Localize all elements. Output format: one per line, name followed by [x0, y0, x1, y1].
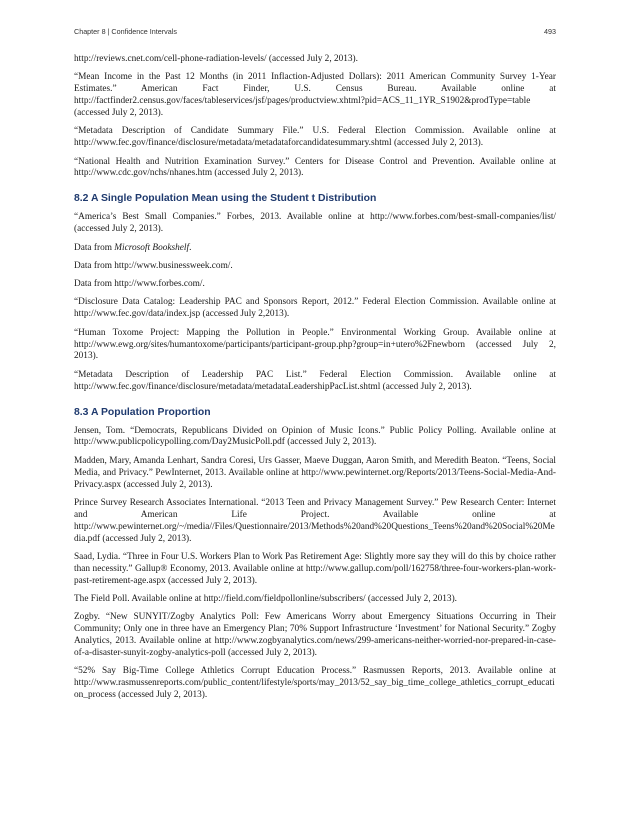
reference-suffix: . [189, 242, 192, 253]
reference-item: “National Health and Nutrition Examination Survey.” Centers for Disease Control and Prevention. Available online at http://www.cdc.gov/nchs/nhanes.htm (accessed July 2, 2013). [74, 156, 556, 179]
chapter-title: Chapter 8 | Confidence Intervals [74, 27, 177, 36]
reference-item: Saad, Lydia. “Three in Four U.S. Workers Plan to Work Pas Retirement Age: Slightly more say they will do this by choice rather than necessity.” Gallup® Economy, 2013. Available online at http://www.gallup.com/poll/162758/three-four-workers-plan-work-past-retirement-age.aspx (accessed July 2, 2013). [74, 551, 556, 586]
reference-item: Jensen, Tom. “Democrats, Republicans Divided on Opinion of Music Icons.” Public Policy Polling. Available online at http://www.publicpolicypolling.com/Day2MusicPoll.pdf (accessed July 2, 2013). [74, 425, 556, 448]
page-number: 493 [544, 27, 556, 36]
reference-item: Madden, Mary, Amanda Lenhart, Sandra Coresi, Urs Gasser, Maeve Duggan, Aaron Smith, and Meredith Beaton. “Teens, Social Media, and Privacy.” PewInternet, 2013. Available online at http://www.pewinternet.org/Reports/2013/Teens-Social-Media-And-Privacy.aspx (accessed July 2, 2013). [74, 455, 556, 490]
reference-prefix: Data from [74, 242, 115, 253]
reference-item: “Mean Income in the Past 12 Months (in 2011 Inflaction-Adjusted Dollars): 2011 American Community Survey 1-Year Estimates.” American Fact Finder, U.S. Census Bureau. Available online at http://factfinder2.census.gov/faces/tableservices/jsf/pages/productview.xhtml?pid=ACS_11_1YR_S1902&prodType=table (accessed July 2, 2013). [74, 72, 556, 119]
reference-item: “Metadata Description of Candidate Summary File.” U.S. Federal Election Commission. Available online at http://www.fec.gov/finance/disclosure/metadata/metadataforcandidatesummary.shtml (accessed July 2, 2013). [74, 126, 556, 149]
reference-item: “Human Toxome Project: Mapping the Pollution in People.” Environmental Working Group. Available online at http://www.ewg.org/sites/humantoxome/participants/participant-group.php?group=in+utero%2Fnewborn (accessed July 2, 2013). [74, 327, 556, 362]
reference-item: “52% Say Big-Time College Athletics Corrupt Education Process.” Rasmussen Reports, 2013. Available online at http://www.rasmussenreports.com/public_content/lifestyle/sports/may_2013/52_say_big_time_college_athletics_corrupt_education_process (accessed July 2, 2013). [74, 666, 556, 701]
reference-italic-title: Microsoft Bookshelf [114, 242, 190, 253]
reference-item: “Disclosure Data Catalog: Leadership PAC and Sponsors Report, 2012.” Federal Election Commission. Available online at http://www.fec.gov/data/index.jsp (accessed July 2,2013). [74, 297, 556, 320]
reference-item: Prince Survey Research Associates International. “2013 Teen and Privacy Management Survey.” Pew Research Center: Internet and American Life Project. Available online at http://www.pewinternet.org/~/media//Files/Questionnaire/2013/Methods%20and%20Questions_Teens%20and%20Social%20Media.pdf (accessed July 2, 2013). [74, 497, 556, 544]
reference-item: Data from http://www.businessweek.com/. [74, 260, 233, 271]
reference-item: Data from http://www.forbes.com/. [74, 279, 205, 290]
reference-item: The Field Poll. Available online at http://field.com/fieldpollonline/subscribers/ (accessed July 2, 2013). [74, 593, 457, 604]
reference-item: “America’s Best Small Companies.” Forbes, 2013. Available online at http://www.forbes.com/best-small-companies/list/ (accessed July 2, 2013). [74, 212, 556, 235]
reference-item: “Metadata Description of Leadership PAC List.” Federal Election Commission. Available online at http://www.fec.gov/finance/disclosure/metadata/metadataLeadershipPacList.shtml (accessed July 2, 2013). [74, 369, 556, 392]
reference-item: Zogby. “New SUNYIT/Zogby Analytics Poll: Few Americans Worry about Emergency Situations Occurring in Their Community; Only one in three have an Emergency Plan; 70% Support Infrastructure ‘Investment’ for National Security.” Zogby Analytics, 2013. Available online at http://www.zogbyanalytics.com/news/299-americans-neither-worried-nor-prepared-in-case-of-a-disaster-sunyit-zogby-analytics-poll (accessed July 2, 2013). [74, 612, 556, 658]
section-heading-8-2: 8.2 A Single Population Mean using the Student t Distribution [74, 193, 377, 205]
reference-item [74, 243, 556, 255]
reference-item: http://reviews.cnet.com/cell-phone-radiation-levels/ (accessed July 2, 2013). [74, 54, 358, 64]
section-heading-8-3: 8.3 A Population Proportion [74, 406, 211, 418]
references-content [74, 54, 556, 708]
page-header [74, 27, 556, 36]
